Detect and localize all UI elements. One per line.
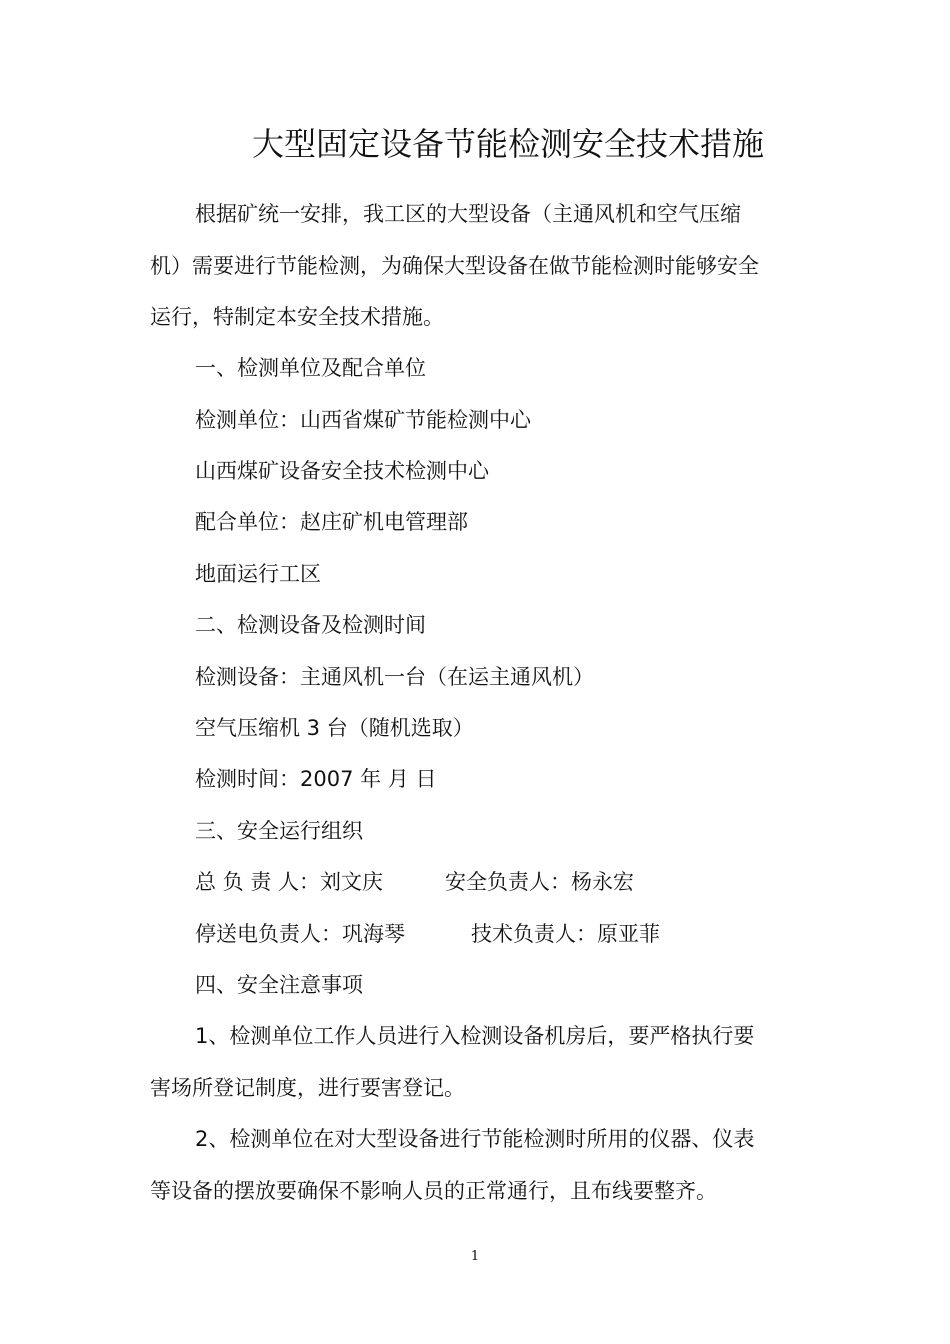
section-1-line-4: 地面运行工区 [195, 562, 321, 586]
item-2-line-1: 2、检测单位在对大型设备进行节能检测时所用的仪器、仪表 [195, 1127, 755, 1151]
power-responsible: 停送电负责人：巩海琴 [195, 922, 405, 946]
item-1-line-1: 1、检测单位工作人员进行入检测设备机房后，要严格执行要 [195, 1024, 755, 1048]
chief-responsible: 总 负 责 人：刘文庆 [195, 870, 384, 894]
document-title: 大型固定设备节能检测安全技术措施 [251, 125, 764, 163]
section-2-line-2: 空气压缩机 3 台（随机选取） [195, 716, 474, 740]
section-1-heading: 一、检测单位及配合单位 [195, 356, 426, 380]
section-1-line-2: 山西煤矿设备安全技术检测中心 [195, 459, 489, 483]
section-1-line-3: 配合单位：赵庄矿机电管理部 [195, 510, 468, 534]
safety-responsible: 安全负责人：杨永宏 [445, 870, 635, 894]
responsibility-row-2 [195, 918, 660, 950]
intro-line-1: 根据矿统一安排，我工区的大型设备（主通风机和空气压缩 [195, 202, 741, 226]
section-2-line-3: 检测时间：2007 年 月 日 [195, 767, 437, 791]
responsibility-row-1 [195, 866, 634, 898]
section-2-heading: 二、检测设备及检测时间 [195, 613, 426, 637]
section-3-heading: 三、安全运行组织 [195, 819, 363, 843]
item-2-line-2: 等设备的摆放要确保不影响人员的正常通行，且布线要整齐。 [150, 1179, 717, 1203]
section-4-heading: 四、安全注意事项 [195, 973, 363, 997]
section-2-line-1: 检测设备：主通风机一台（在运主通风机） [195, 665, 594, 689]
item-1-line-2: 害场所登记制度，进行要害登记。 [150, 1076, 465, 1100]
section-1-line-1: 检测单位：山西省煤矿节能检测中心 [195, 408, 531, 432]
technical-responsible: 技术负责人：原亚菲 [471, 922, 660, 946]
intro-line-3: 运行，特制定本安全技术措施。 [150, 305, 444, 329]
page-number: 1 [470, 1249, 480, 1264]
intro-line-2: 机）需要进行节能检测，为确保大型设备在做节能检测时能够安全 [150, 254, 759, 278]
